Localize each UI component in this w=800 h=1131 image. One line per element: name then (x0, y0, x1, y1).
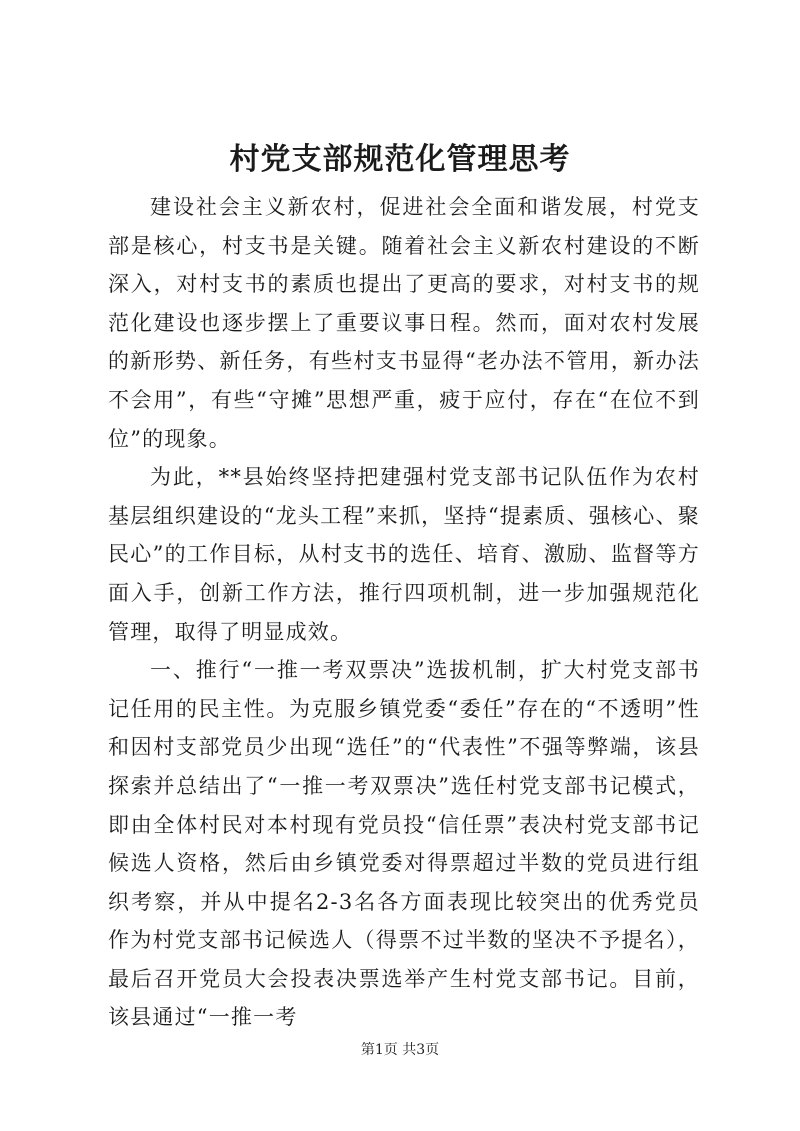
paragraph-1: 建设社会主义新农村，促进社会全面和谐发展，村党支部是核心，村支书是关键。随着社会主义新农村建设的不断深入，对村支书的素质也提出了更高的要求，对村支书的规范化建设也逐步摆上了重要议事日程。然而，面对农村发展的新形势、新任务，有些村支书显得“老办法不管用，新办法不会用”，有些“守摊”思想严重，疲于应付，存在“在位不到位”的现象。 (108, 195, 700, 451)
page-footer: 第1页 共3页 (360, 1042, 440, 1058)
paragraph-3: 一、推行“一推一考双票决”选拔机制，扩大村党支部书记任用的民主性。为克服乡镇党委“委任”存在的“不透明”性和因村支部党员少出现“选任”的“代表性”不强等弊端，该县探索并总结出了“一推一考双票决”选任村党支部书记模式，即由全体村民对本村现有党员投“信任票”表决村党支部书记候选人资格，然后由乡镇党委对得票超过半数的党员进行组织考察，并从中提名2-3名各方面表现比较突出的优秀党员作为村党支部书记候选人（得票不过半数的坚决不予提名），最后召开党员大会投表决票选举产生村党支部书记。目前，该县通过“一推一考 (108, 658, 700, 1030)
document-title: 村党支部规范化管理思考 (229, 142, 571, 177)
paragraph-2: 为此，**县始终坚持把建强村党支部书记队伍作为农村基层组织建设的“龙头工程”来抓，坚持“提素质、强核心、聚民心”的工作目标，从村支书的选任、培育、激励、监督等方面入手，创新工作方法，推行四项机制，进一步加强规范化管理，取得了明显成效。 (108, 465, 700, 644)
document-body (108, 188, 700, 1037)
